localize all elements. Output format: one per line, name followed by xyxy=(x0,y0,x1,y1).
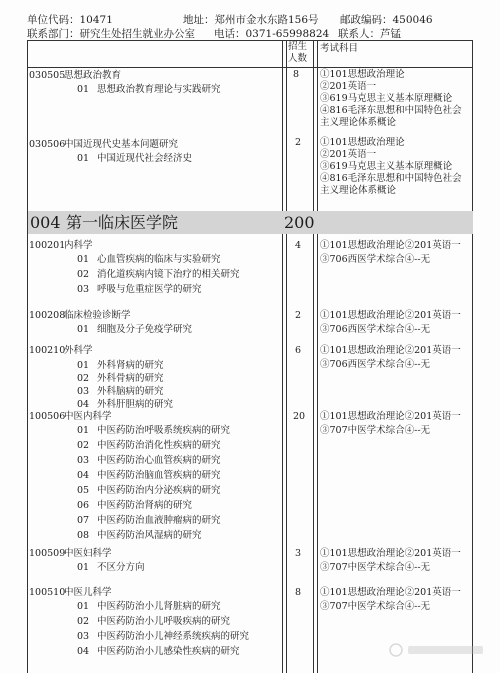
phone: 电话：0371-65998824 xyxy=(214,28,330,40)
direction-name: 中国近现代社会经济史 xyxy=(97,153,193,164)
direction-code: 08 xyxy=(77,530,90,541)
major-code: 100510 xyxy=(29,587,66,598)
direction-code: 01 xyxy=(77,254,90,265)
direction-code: 03 xyxy=(77,386,90,397)
major-code: 100210 xyxy=(29,345,66,356)
direction-code: 01 xyxy=(77,425,90,436)
direction-name: 中医药防治小儿感染性疾病的研究 xyxy=(97,646,240,657)
direction-name: 中医药防治小儿神经系统疾病的研究 xyxy=(97,631,250,642)
direction-code: 01 xyxy=(77,360,90,371)
direction-code: 01 xyxy=(77,84,90,95)
direction-name: 呼吸与危重症医学的研究 xyxy=(97,284,202,295)
exam-line: ①101思想政治理论 xyxy=(320,69,405,80)
quota-value: 2 xyxy=(295,137,302,148)
direction-code: 02 xyxy=(77,373,90,384)
quota-value: 3 xyxy=(295,548,302,559)
exam-line: ③707中医学术综合④--无 xyxy=(320,601,431,612)
college-code: 004 xyxy=(30,213,61,232)
table-left-border xyxy=(27,40,28,673)
direction-name: 中医药防治脑血管疾病的研究 xyxy=(97,470,221,481)
table-top-rule xyxy=(27,40,473,41)
major-code: 100208 xyxy=(29,310,66,321)
direction-code: 04 xyxy=(77,470,90,481)
postcode: 邮政编码：450046 xyxy=(340,14,433,26)
direction-code: 03 xyxy=(77,284,90,295)
address: 地址：郑州市金水东路156号 xyxy=(183,14,319,26)
quota-value: 8 xyxy=(295,587,302,598)
major-name: 中国近现代史基本问题研究 xyxy=(64,139,179,150)
major-code: 030506 xyxy=(29,139,66,150)
table-right-border xyxy=(472,40,473,673)
direction-name: 外科肝胆病的研究 xyxy=(97,399,174,410)
exam-line: ①101思想政治理论②201英语一 xyxy=(320,411,461,422)
direction-name: 外科脑病的研究 xyxy=(97,386,164,397)
exam-line: ④816毛泽东思想和中国特色社会 xyxy=(320,105,462,116)
direction-name: 中医药防治呼吸系统疾病的研究 xyxy=(97,425,231,436)
major-code: 100509 xyxy=(29,548,66,559)
direction-name: 中医药防治风湿病的研究 xyxy=(97,530,202,541)
quota-col-right-rule xyxy=(313,40,318,673)
contact: 联系人：芦锰 xyxy=(338,28,401,40)
major-code: 100201 xyxy=(29,240,66,251)
major-name: 外科学 xyxy=(64,345,93,356)
exam-line: ③706西医学术综合④--无 xyxy=(320,324,431,335)
table-header-rule xyxy=(27,67,473,68)
direction-name: 心血管疾病的临床与实验研究 xyxy=(97,254,221,265)
direction-name: 不区分方向 xyxy=(97,562,145,573)
major-name: 中医儿科学 xyxy=(64,587,112,598)
direction-code: 03 xyxy=(77,631,90,642)
direction-code: 02 xyxy=(77,269,90,280)
exam-line: ①101思想政治理论②201英语一 xyxy=(320,345,461,356)
direction-code: 02 xyxy=(77,440,90,451)
direction-name: 中医药防治内分泌疾病的研究 xyxy=(97,485,221,496)
exam-line: ③706西医学术综合④--无 xyxy=(320,359,431,370)
exam-line: ③619马克思主义基本原理概论 xyxy=(320,161,453,172)
direction-code: 03 xyxy=(77,455,90,466)
college-name: 第一临床医学院 xyxy=(66,213,179,232)
exam-line: ②201英语一 xyxy=(320,81,377,92)
direction-name: 消化道疾病内镜下治疗的相关研究 xyxy=(97,269,240,280)
exam-line: ①101思想政治理论②201英语一 xyxy=(320,310,461,321)
exam-line: ①101思想政治理论②201英语一 xyxy=(320,587,461,598)
exam-line: ③706西医学术综合④--无 xyxy=(320,254,431,265)
quota-header-line1: 招生 xyxy=(288,41,308,52)
direction-code: 01 xyxy=(77,562,90,573)
unit-code: 单位代码：10471 xyxy=(27,14,113,26)
quota-value: 4 xyxy=(295,240,302,251)
exam-line: 主义理论体系概论 xyxy=(320,117,397,128)
direction-code: 01 xyxy=(77,601,90,612)
direction-name: 中医药防治血液肿瘤病的研究 xyxy=(97,515,221,526)
direction-code: 06 xyxy=(77,500,90,511)
exam-line: ④816毛泽东思想和中国特色社会 xyxy=(320,173,462,184)
exam-header: 考试科目 xyxy=(320,43,359,54)
direction-name: 中医药防治肾病的研究 xyxy=(97,500,193,511)
direction-code: 01 xyxy=(77,324,90,335)
quota-col-left-rule xyxy=(282,40,287,673)
direction-code: 02 xyxy=(77,616,90,627)
direction-code: 07 xyxy=(77,515,90,526)
quota-value: 6 xyxy=(295,345,302,356)
direction-name: 细胞及分子免疫学研究 xyxy=(97,324,193,335)
quota-value: 2 xyxy=(295,310,302,321)
exam-line: ③707中医学术综合④--无 xyxy=(320,562,431,573)
direction-name: 中医药防治消化性疾病的研究 xyxy=(97,440,221,451)
major-name: 中医内科学 xyxy=(64,411,112,422)
department: 联系部门：研究生处招生就业办公室 xyxy=(27,28,195,40)
direction-name: 思想政治教育理论与实践研究 xyxy=(97,84,221,95)
major-code: 030505 xyxy=(29,70,66,81)
direction-code: 05 xyxy=(77,485,90,496)
direction-name: 中医药防治心血管疾病的研究 xyxy=(97,455,221,466)
watermark-image xyxy=(388,640,488,660)
exam-line: ①101思想政治理论②201英语一 xyxy=(320,548,461,559)
quota-header-line2: 人数 xyxy=(288,53,308,64)
direction-code: 01 xyxy=(77,153,90,164)
quota-value: 8 xyxy=(293,69,300,80)
direction-name: 外科骨病的研究 xyxy=(97,373,164,384)
exam-line: ③619马克思主义基本原理概论 xyxy=(320,93,453,104)
direction-name: 中医药防治小儿呼吸疾病的研究 xyxy=(97,616,231,627)
major-name: 内科学 xyxy=(64,240,93,251)
major-name: 中医妇科学 xyxy=(64,548,112,559)
exam-line: ①101思想政治理论 xyxy=(320,137,405,148)
quota-value: 20 xyxy=(293,411,306,422)
major-name: 临床检验诊断学 xyxy=(64,310,131,321)
direction-code: 04 xyxy=(77,399,90,410)
major-code: 100506 xyxy=(29,411,66,422)
exam-line: 主义理论体系概论 xyxy=(320,185,397,196)
direction-name: 外科肾病的研究 xyxy=(97,360,164,371)
exam-line: ③707中医学术综合④--无 xyxy=(320,425,431,436)
direction-code: 04 xyxy=(77,646,90,657)
major-name: 思想政治教育 xyxy=(64,70,122,81)
direction-name: 中医药防治小儿肾脏病的研究 xyxy=(97,601,221,612)
college-total: 200 xyxy=(284,213,315,232)
exam-line: ②201英语一 xyxy=(320,149,377,160)
exam-line: ①101思想政治理论②201英语一 xyxy=(320,240,461,251)
